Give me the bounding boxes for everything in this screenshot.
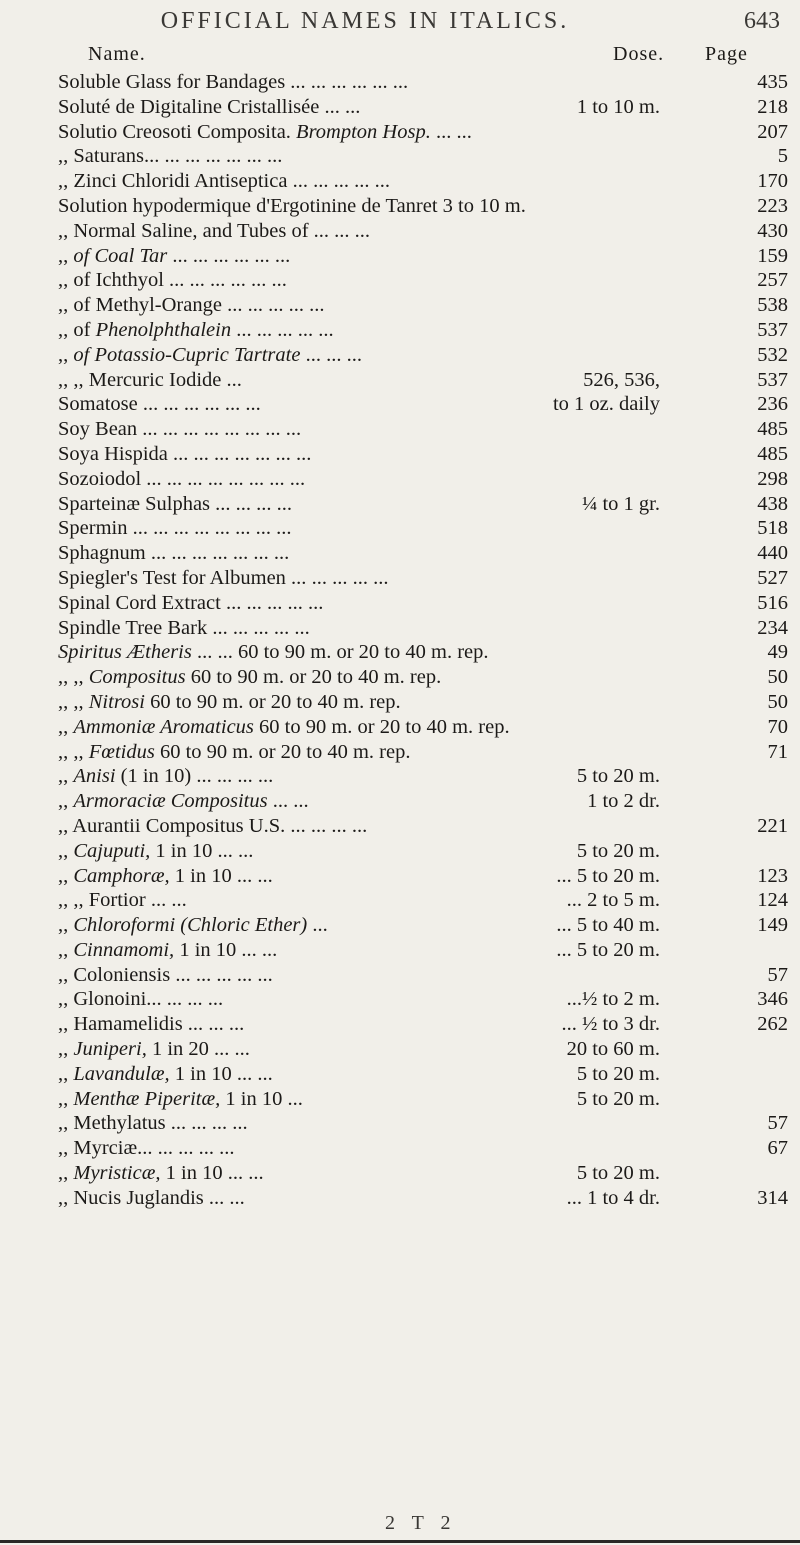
entry-text: ,,: [73, 690, 84, 713]
entry-name: [58, 740, 411, 765]
entry-text: Coloniensis: [73, 963, 171, 986]
entry-name: [58, 70, 408, 95]
entry-text: Saturans...: [73, 145, 160, 168]
entry-name: [58, 690, 401, 715]
entry-name: [58, 169, 390, 194]
entry-text: Compositus: [88, 666, 186, 689]
running-title: OFFICIAL NAMES IN ITALICS.: [160, 8, 570, 34]
entry-name: [58, 987, 223, 1012]
index-entry: [0, 1111, 800, 1136]
entry-text: ,,: [58, 690, 69, 713]
entry-page: 438: [757, 492, 788, 515]
index-entry: [0, 938, 800, 963]
entry-dose: ... 5 to 20 m.: [556, 938, 660, 961]
entry-text: Menthæ Piperitæ,: [73, 1087, 221, 1110]
entry-text: Sparteinæ Sulphas: [58, 492, 211, 515]
entry-name: [58, 963, 273, 988]
entry-dose: 5 to 20 m.: [576, 1087, 660, 1110]
entry-text: ... ... ... ... ...: [236, 318, 334, 341]
entry-name: [58, 764, 273, 789]
entry-text: ... ... ... ... ... ... ...: [162, 418, 302, 441]
entry-text: ,,: [58, 1112, 69, 1135]
index-entry: [0, 467, 800, 492]
entry-text: 1 in 10 ...: [225, 1087, 303, 1110]
entry-text: ,,: [58, 244, 69, 267]
index-entry: [0, 616, 800, 641]
entry-text: Spinal Cord Extract: [58, 591, 221, 614]
entry-text: ,,: [58, 145, 69, 168]
entry-page: 223: [757, 194, 788, 217]
index-entry: [0, 442, 800, 467]
index-entry: [0, 1012, 800, 1037]
entry-text: 60 to 90 m. or 20 to 40 m. rep.: [159, 740, 411, 763]
entry-dose: 526, 536,: [583, 368, 660, 391]
index-entry: [0, 343, 800, 368]
entry-name: [58, 1186, 245, 1211]
index-entry: [0, 541, 800, 566]
entry-text: ,,: [58, 269, 69, 292]
entry-page: 49: [767, 641, 788, 664]
entry-page: 71: [767, 740, 788, 763]
entry-name: [58, 616, 310, 641]
index-entry: [0, 740, 800, 765]
entry-dose: to 1 oz. daily: [552, 393, 660, 416]
entry-text: 1 in 20: [151, 1038, 209, 1061]
entry-name: [58, 219, 370, 244]
entry-name: [58, 814, 367, 839]
index-entry: [0, 715, 800, 740]
entry-page: 67: [767, 1137, 788, 1160]
index-entry: [0, 516, 800, 541]
index-entry: [0, 120, 800, 145]
entry-text: Sozoiodol ...: [58, 467, 162, 490]
entry-page: 123: [757, 864, 788, 887]
entry-page: 537: [757, 368, 788, 391]
entry-text: ,,: [73, 740, 84, 763]
entry-text: ... ...: [272, 790, 309, 813]
entry-text: ... ... ... ... ...: [175, 963, 273, 986]
entry-name: [58, 715, 510, 740]
entry-text: ,,: [58, 963, 69, 986]
entry-dose: 5 to 20 m.: [576, 839, 660, 862]
entry-page: 538: [757, 294, 788, 317]
entry-text: Cinnamomi,: [73, 938, 175, 961]
entry-text: ,,: [58, 318, 69, 341]
entry-text: ,,: [58, 938, 69, 961]
page-number: 643: [744, 8, 780, 34]
entry-dose: ... 1 to 4 dr.: [566, 1186, 660, 1209]
index-entry: [0, 764, 800, 789]
entry-name: [58, 566, 388, 591]
entry-page: 236: [757, 393, 788, 416]
entry-page: 440: [757, 542, 788, 565]
entry-name: [58, 368, 242, 393]
entry-text: ... ... ... ... ... ... ...: [150, 542, 290, 565]
entry-text: ... ... ... ...: [170, 1112, 248, 1135]
entry-page: 70: [767, 715, 788, 738]
entry-name: [58, 293, 324, 318]
index-entry: [0, 368, 800, 393]
index-entry: [0, 219, 800, 244]
entry-text: of Ichthyol: [73, 269, 164, 292]
entry-page: 57: [767, 963, 788, 986]
entry-text: ,,: [58, 1137, 69, 1160]
entry-text: ... ...: [227, 1162, 264, 1185]
entry-page: 314: [757, 1186, 788, 1209]
entry-text: ,, Mercuric Iodide: [73, 368, 222, 391]
entry-text: Spermin ...: [58, 517, 148, 540]
entry-text: ... ...: [208, 1186, 245, 1209]
entry-text: ...: [261, 938, 278, 961]
entry-dose: 20 to 60 m.: [566, 1038, 660, 1061]
index-entry: [0, 963, 800, 988]
entry-text: Myristicæ,: [73, 1162, 161, 1185]
entry-text: Fœtidus: [88, 740, 155, 763]
entry-text: ,,: [58, 839, 69, 862]
entry-name: [58, 392, 261, 417]
entry-text: ,,: [73, 666, 84, 689]
entry-text: of Methyl-Orange: [73, 294, 222, 317]
index-entry: [0, 244, 800, 269]
entry-name: [58, 467, 305, 492]
column-header-page: Page: [705, 43, 748, 65]
entry-name: [58, 1111, 248, 1136]
entry-name: [58, 318, 334, 343]
entry-text: ...: [226, 368, 242, 391]
entry-page: 257: [757, 269, 788, 292]
entry-dose: 5 to 20 m.: [576, 1162, 660, 1185]
entry-name: [58, 864, 273, 889]
entry-page: 527: [757, 566, 788, 589]
entry-text: Ammoniæ Aromaticus: [73, 715, 254, 738]
entry-text: Camphoræ,: [73, 864, 170, 887]
entry-text: 1 in 10 ...: [179, 938, 257, 961]
entry-page: 5: [777, 145, 788, 168]
index-entry: [0, 417, 800, 442]
entry-text: Myrciæ...: [73, 1137, 153, 1160]
entry-name: [58, 194, 526, 219]
entry-name: [58, 144, 282, 169]
entry-text: Chloroformi (Chloric Ether): [73, 914, 308, 937]
entry-page: 485: [757, 418, 788, 441]
entry-dose: ... 5 to 40 m.: [556, 914, 660, 937]
entry-text: Sphagnum: [58, 542, 146, 565]
entry-text: (1 in 10): [120, 765, 192, 788]
entry-text: ,,: [58, 1062, 69, 1085]
entry-dose: ¼ to 1 gr.: [581, 492, 660, 515]
index-entry: [0, 95, 800, 120]
entry-text: ,,: [58, 1087, 69, 1110]
index-entry: [0, 1062, 800, 1087]
entry-text: ... ... ...: [313, 219, 371, 242]
entry-page: 518: [757, 517, 788, 540]
entry-text: 1 in 10: [155, 839, 213, 862]
entry-name: [58, 839, 253, 864]
entry-text: 60 to 90 m. or 20 to 40 m. rep.: [150, 690, 401, 713]
entry-text: ,,: [58, 864, 69, 887]
entry-text: ... ... ... ...: [215, 492, 293, 515]
entry-text: ,,: [58, 666, 69, 689]
entry-name: [58, 268, 287, 293]
entry-name: [58, 120, 472, 145]
entry-text: ... ...: [208, 1013, 245, 1036]
entry-text: ... ... ... ... ... ... ...: [173, 442, 312, 465]
entry-name: [58, 95, 360, 120]
entry-text: Zinci Chloridi Antiseptica ...: [73, 170, 308, 193]
entry-text: Solution hypodermique d'Ergotinine de Tanret 3 to 10 m.: [58, 194, 526, 217]
entry-text: ... ... 60 to 90 m. or 20 to 40 m. rep.: [196, 641, 489, 664]
entry-text: ... ... ... ... ... ...: [169, 269, 287, 292]
index-entry: [0, 392, 800, 417]
entry-text: of Coal Tar: [73, 244, 168, 267]
index-entry: [0, 591, 800, 616]
entry-page: 221: [757, 814, 788, 837]
entry-text: ,,: [58, 889, 69, 912]
entry-page: 516: [757, 591, 788, 614]
entry-text: ... ... ... ... ...: [163, 393, 261, 416]
entry-text: 1 in 10 ...: [174, 1062, 253, 1085]
index-entry: [0, 640, 800, 665]
entry-text: ,,: [58, 1162, 69, 1185]
entry-text: ,,: [58, 814, 69, 837]
entry-page: 262: [757, 1013, 788, 1036]
entry-text: ,, Fortior: [73, 889, 146, 912]
entry-text: ... ... ...: [310, 814, 368, 837]
entry-page: 57: [767, 1112, 788, 1135]
entry-name: [58, 244, 290, 269]
entry-text: ,,: [58, 170, 69, 193]
entry-text: Nucis Juglandis: [73, 1186, 204, 1209]
entry-page: 537: [757, 318, 788, 341]
index-entry: [0, 789, 800, 814]
entry-text: Soya Hispida: [58, 442, 168, 465]
index-entry: [0, 70, 800, 95]
index-entry: [0, 864, 800, 889]
entry-name: [58, 1087, 303, 1112]
index-entry: [0, 839, 800, 864]
entry-page: 234: [757, 616, 788, 639]
index-entry: [0, 1136, 800, 1161]
entry-text: ... ... ... ...: [313, 170, 390, 193]
entry-page: 124: [757, 889, 788, 912]
entry-page: 430: [757, 219, 788, 242]
index-entry: [0, 690, 800, 715]
entry-text: ,,: [58, 343, 69, 366]
entry-text: Solutio Creosoti Composita.: [58, 120, 291, 143]
entry-name: [58, 541, 289, 566]
column-header-dose: Dose.: [613, 43, 665, 65]
entry-text: ... ...: [214, 1038, 250, 1061]
entry-name: [58, 913, 328, 938]
entry-dose: 5 to 20 m.: [576, 765, 660, 788]
entry-name: [58, 640, 489, 665]
index-entry: [0, 144, 800, 169]
entry-page: 207: [757, 120, 788, 143]
entry-text: ... ... ... ...: [311, 566, 389, 589]
entry-text: ...: [257, 1062, 273, 1085]
entry-name: [58, 1062, 273, 1087]
entry-text: Armoraciæ Compositus: [73, 790, 268, 813]
entry-page: 298: [757, 467, 788, 490]
entry-text: Brompton Hosp.: [296, 120, 431, 143]
entry-name: [58, 417, 301, 442]
entry-name: [58, 665, 441, 690]
entry-name: [58, 516, 291, 541]
entry-text: ... ...: [435, 120, 472, 143]
entry-page: 50: [767, 690, 788, 713]
entry-page: 485: [757, 442, 788, 465]
entry-dose: ... ½ to 3 dr.: [561, 1013, 660, 1036]
index-entry: [0, 566, 800, 591]
entry-text: Soluté de Digitaline Cristallisée ...: [58, 95, 340, 118]
entry-name: [58, 888, 187, 913]
entry-text: ... ...: [150, 889, 187, 912]
entry-name: [58, 591, 323, 616]
entry-text: Lavandulæ,: [73, 1062, 170, 1085]
entry-text: Soy Bean ...: [58, 418, 158, 441]
index-entry: [0, 665, 800, 690]
index-entry: [0, 318, 800, 343]
entry-dose: 1 to 2 dr.: [587, 790, 660, 813]
entry-name: [58, 442, 311, 467]
entry-text: 60 to 90 m. or 20 to 40 m. rep.: [259, 715, 510, 738]
entry-text: ... ... ... ... ...: [225, 591, 324, 614]
entry-text: ... ... ... ... ...: [310, 71, 409, 93]
entry-page: 218: [757, 95, 788, 118]
index-entry: [0, 1161, 800, 1186]
index-entry: [0, 268, 800, 293]
index-entry: [0, 913, 800, 938]
entry-text: Glonoini...: [73, 988, 162, 1011]
entry-name: [58, 1037, 250, 1062]
entry-name: [58, 938, 277, 963]
entry-text: Soluble Glass for Bandages ...: [58, 71, 306, 93]
entry-name: [58, 1161, 264, 1186]
entry-text: of: [73, 318, 91, 341]
entry-text: Somatose ...: [58, 393, 159, 416]
entry-page: 532: [757, 343, 788, 366]
entry-text: ... ... ... ... ... ...: [172, 244, 291, 267]
entry-text: ,,: [58, 1013, 69, 1036]
bottom-rule: [0, 1540, 800, 1543]
entry-name: [58, 343, 362, 368]
entry-page: 149: [757, 914, 788, 937]
entry-text: ,,: [58, 914, 69, 937]
entry-text: ,,: [58, 715, 69, 738]
entry-dose: 5 to 20 m.: [576, 1062, 660, 1085]
entry-text: 1 in 10: [165, 1162, 223, 1185]
index-entry: [0, 293, 800, 318]
entry-text: ... ... ... ... ... ... ...: [166, 467, 306, 490]
entry-text: ,,: [58, 1186, 69, 1209]
index-entry: [0, 1186, 800, 1211]
entry-text: Spiegler's Test for Albumen ...: [58, 566, 307, 589]
entry-text: ... ... ... ...: [196, 765, 274, 788]
entry-text: ... ... ... ...: [157, 1137, 235, 1160]
entry-text: Methylatus: [73, 1112, 166, 1135]
entry-text: ...: [312, 914, 328, 937]
entry-dose: ... 2 to 5 m.: [566, 889, 660, 912]
entry-page: 159: [757, 244, 788, 267]
entry-text: 1 in 10: [174, 864, 232, 887]
entry-text: ... ...: [217, 839, 254, 862]
entry-name: [58, 492, 292, 517]
index-entry: [0, 987, 800, 1012]
entry-text: ... ... ...: [305, 343, 362, 366]
index-entries: [0, 70, 800, 1211]
index-entry: [0, 1087, 800, 1112]
entry-page: 170: [757, 170, 788, 193]
entry-text: ... ... ... ... ...: [212, 616, 310, 639]
entry-text: ,,: [58, 765, 69, 788]
entry-text: Anisi: [73, 765, 116, 788]
entry-dose: ...½ to 2 m.: [566, 988, 660, 1011]
entry-page: 435: [757, 71, 788, 93]
entry-text: Hamamelidis ...: [73, 1013, 204, 1036]
entry-text: Aurantii Compositus U.S. ...: [72, 814, 306, 837]
entry-text: ,,: [58, 368, 69, 391]
entry-text: 60 to 90 m. or 20 to 40 m. rep.: [190, 666, 442, 689]
entry-text: Spiritus Ætheris: [58, 641, 192, 664]
signature-mark: 2 T 2: [385, 1512, 457, 1534]
entry-page: 346: [757, 988, 788, 1011]
entry-text: ,,: [58, 740, 69, 763]
entry-text: ... ... ... ... ... ...: [164, 145, 283, 168]
entry-text: ... ... ...: [166, 988, 224, 1011]
entry-text: ... ... ... ... ...: [227, 294, 325, 317]
entry-text: ,,: [58, 294, 69, 317]
entry-text: ...: [344, 95, 361, 118]
entry-text: ,,: [58, 790, 69, 813]
index-entry: [0, 194, 800, 219]
entry-page: 50: [767, 666, 788, 689]
entry-text: ,,: [58, 219, 69, 242]
entry-text: Spindle Tree Bark: [58, 616, 208, 639]
entry-name: [58, 789, 309, 814]
column-header-name: Name.: [88, 43, 146, 65]
entry-text: ... ... ... ... ... ... ...: [153, 517, 292, 540]
entry-text: ,,: [58, 1038, 69, 1061]
entry-text: of Potassio-Cupric Tartrate: [73, 343, 301, 366]
entry-text: Normal Saline, and Tubes of: [73, 219, 309, 242]
index-entry: [0, 492, 800, 517]
entry-text: ... ...: [236, 864, 273, 887]
index-entry: [0, 888, 800, 913]
index-entry: [0, 814, 800, 839]
entry-dose: ... 5 to 20 m.: [556, 864, 660, 887]
entry-text: ,,: [58, 988, 69, 1011]
entry-text: Cajuputi,: [73, 839, 151, 862]
entry-text: Phenolphthalein: [95, 318, 232, 341]
page-header: [0, 8, 800, 34]
entry-text: Juniperi,: [73, 1038, 147, 1061]
index-entry: [0, 169, 800, 194]
index-entry: [0, 1037, 800, 1062]
entry-dose: 1 to 10 m.: [576, 95, 660, 118]
entry-name: [58, 1012, 244, 1037]
entry-name: [58, 1136, 235, 1161]
entry-text: Nitrosi: [88, 690, 145, 713]
